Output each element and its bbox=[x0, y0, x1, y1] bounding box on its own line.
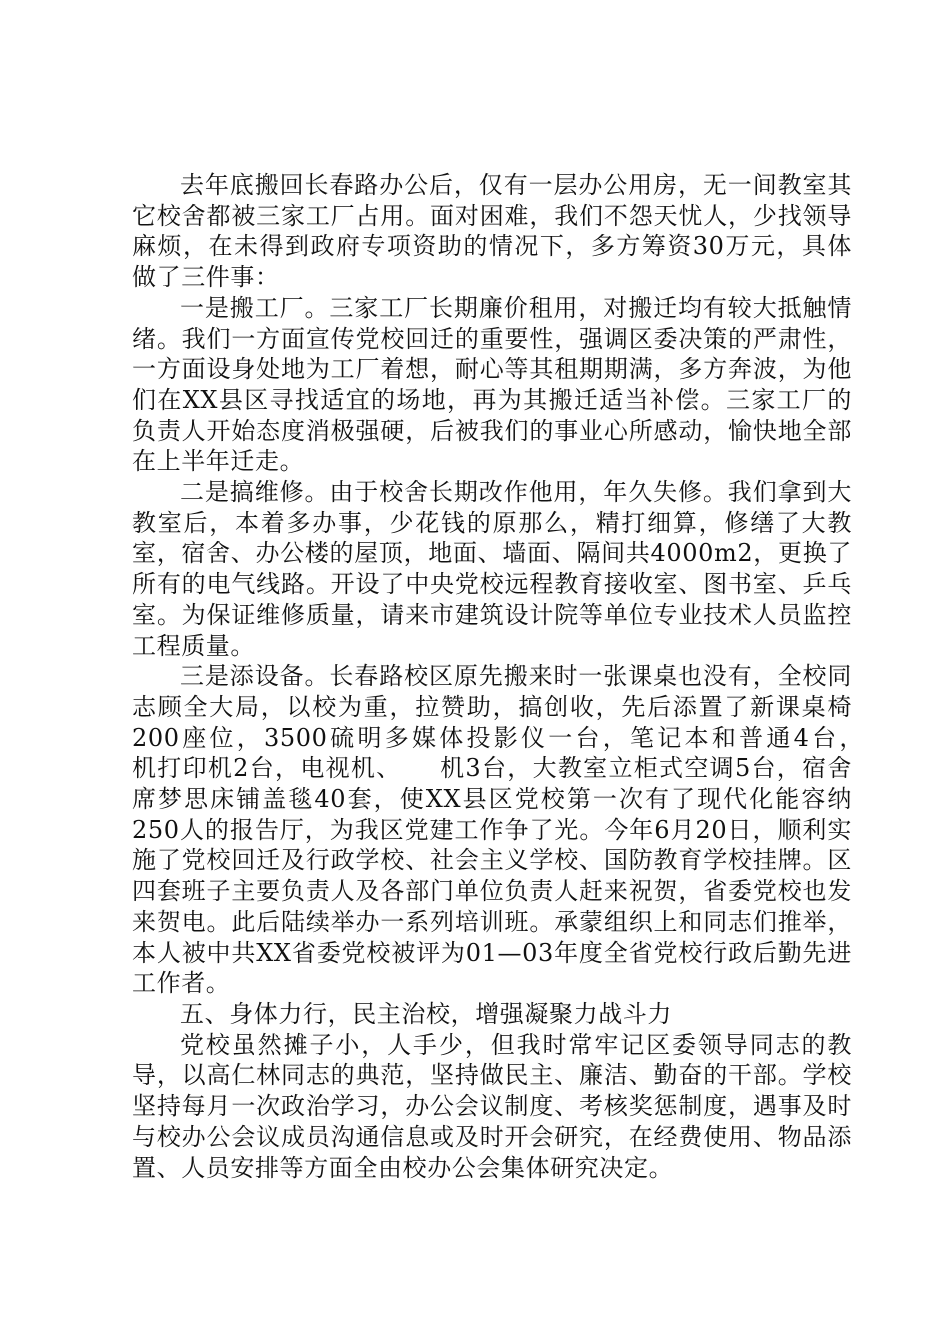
paragraph-school-management: 党校虽然摊子小，人手少，但我时常牢记区委领导同志的教导，以高仁林同志的典范，坚持做民主、廉洁、勤奋的干部。学校坚持每月一次政治学习，办公会议制度、考核奖惩制度，遇事及时与校办公会议成员沟通信息或及时开会研究，在经费使用、物品添置、人员安排等方面全由校办公会集体研究决定。 bbox=[132, 1030, 852, 1182]
paragraph-equipment: 三是添设备。长春路校区原先搬来时一张课桌也没有，全校同志顾全大局，以校为重，拉赞助，搞创收，先后添置了新课桌椅200座位，3500硫明多媒体投影仪一台，笔记本和普通4台， 机打印机2台，电视机、 机3台，大教室立柜式空调5台，宿舍席梦思床铺盖毯40套，使XX县区党校第一次有了现代化能容纳250人的报告厅，为我区党建工作争了光。今年6月20日，顺利实施了党校回迁及行政学校、社会主义学校、国防教育学校挂牌。区四套班子主要负责人及各部门单位负责人赶来祝贺，省委党校也发来贺电。此后陆续举办一系列培训班。承蒙组织上和同志们推举，本人被中共XX省委党校被评为01—03年度全省党校行政后勤先进工作者。 bbox=[132, 662, 902, 998]
section-heading-democratic-management: 五、身体力行，民主治校，增强凝聚力战斗力 bbox=[180, 999, 672, 1028]
document-body bbox=[132, 170, 902, 1183]
paragraph-intro: 去年底搬回长春路办公后，仅有一层办公用房，无一间教室其它校舍都被三家工厂占用。面对困难，我们不怨天忧人，少找领导麻烦，在未得到政府专项资助的情况下，多方筹资30万元，具体做了三件事： bbox=[132, 171, 852, 292]
paragraph-move-factories: 一是搬工厂。三家工厂长期廉价租用，对搬迁均有较大抵触情绪。我们一方面宣传党校回迁的重要性，强调区委决策的严肃性，一方面设身处地为工厂着想，耐心等其租期期满，多方奔波，为他们在XX县区寻找适宜的场地，再为其搬迁适当补偿。三家工厂的负责人开始态度消极强硬，后被我们的事业心所感动，愉快地全部在上半年迁走。 bbox=[132, 293, 852, 476]
paragraph-repairs: 二是搞维修。由于校舍长期改作他用，年久失修。我们拿到大教室后，本着多办事，少花钱的原那么，精打细算，修缮了大教室，宿舍、办公楼的屋顶，地面、墙面、隔间共4000m2，更换了所有的电气线路。开设了中央党校远程教育接收室、图书室、乒乓室。为保证维修质量，请来市建筑设计院等单位专业技术人员监控工程质量。 bbox=[132, 478, 852, 660]
